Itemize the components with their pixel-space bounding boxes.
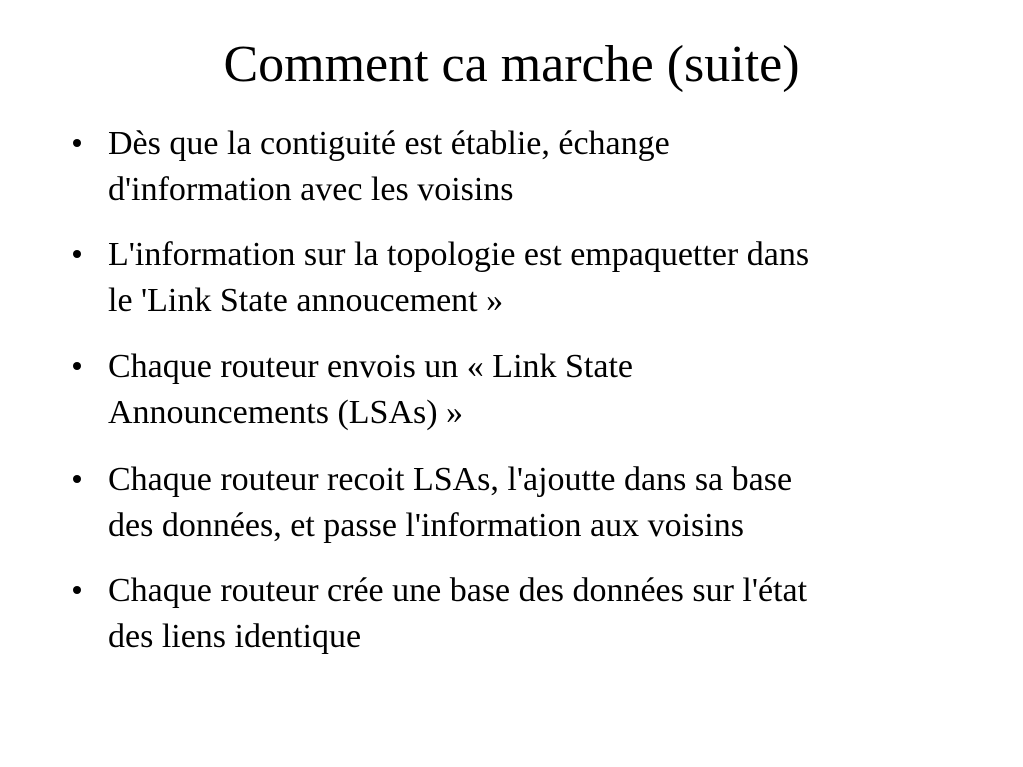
bullet-line: Chaque routeur envois un « Link State — [108, 348, 634, 385]
bullet-line: Chaque routeur crée une base des données sur l'état — [108, 572, 808, 609]
bullet-line: Chaque routeur recoit LSAs, l'ajoutte dans sa base — [108, 461, 793, 498]
bullet-text — [108, 457, 978, 549]
bullet-line: d'information avec les voisins — [108, 171, 514, 208]
bullet-line: Dès que la contiguité est établie, échange — [108, 125, 670, 162]
bullet-dot-icon — [73, 475, 81, 483]
bullet-dot-icon — [73, 362, 81, 370]
bullet-line: L'information sur la topologie est empaquetter dans — [108, 236, 810, 273]
bullet-text — [108, 121, 978, 213]
slide-title: Comment ca marche (suite) — [223, 36, 800, 93]
bullet-text — [108, 568, 978, 660]
bullet-line: Announcements (LSAs) » — [108, 394, 464, 431]
bullet-dot-icon — [73, 139, 81, 147]
bullet-dot-icon — [73, 586, 81, 594]
bullet-line: des données, et passe l'information aux voisins — [108, 507, 744, 544]
bullet-dot-icon — [73, 250, 81, 258]
bullet-text — [108, 232, 978, 324]
bullet-line: des liens identique — [108, 618, 362, 655]
bullet-text — [108, 344, 978, 436]
bullet-line: le 'Link State annoucement » — [108, 282, 504, 319]
